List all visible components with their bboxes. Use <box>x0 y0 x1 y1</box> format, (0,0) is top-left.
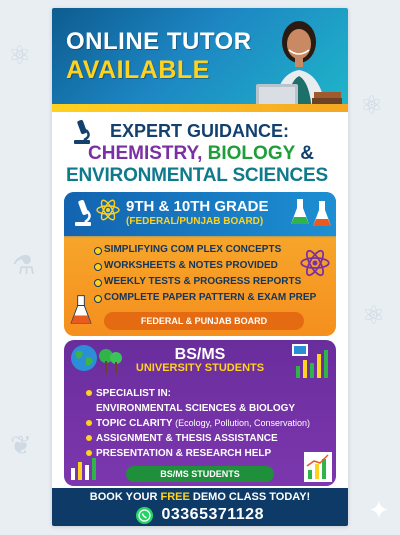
bs-ms-card <box>64 340 336 486</box>
bar-chart-icon <box>304 452 332 482</box>
subject-ampersand: & <box>300 143 314 164</box>
poster-header <box>52 8 348 112</box>
cta-free: FREE <box>160 491 190 503</box>
flask-icon <box>70 294 92 326</box>
background-leaf-icon: ❦ <box>10 430 32 460</box>
background-sparkle-icon: ✦ <box>368 495 390 525</box>
bs-ms-card-subtitle: UNIVERSITY STUDENTS <box>135 362 265 374</box>
grade-card-footer-badge: FEDERAL & PUNJAB BOARD <box>104 312 304 330</box>
list-item: SIMPLIFYING COM PLEX CONCEPTS <box>94 242 316 258</box>
list-item: PRESENTATION & RESEARCH HELP <box>86 446 310 461</box>
background-atom-icon: ⚛ <box>360 90 384 120</box>
bs-ms-features-list <box>86 386 310 461</box>
background-atom-icon: ⚛ <box>8 40 32 70</box>
microscope-icon <box>70 118 94 146</box>
whatsapp-icon[interactable] <box>136 507 153 524</box>
grade-card-title: 9TH & 10TH GRADE <box>126 198 269 215</box>
flask-icon <box>312 200 332 228</box>
list-item: ASSIGNMENT & THESIS ASSISTANCE <box>86 431 310 446</box>
bar-chart-icon <box>292 344 330 380</box>
bar-chart-icon <box>70 454 96 480</box>
expert-guidance-heading: EXPERT GUIDANCE: <box>110 121 290 141</box>
microscope-icon <box>72 198 94 228</box>
cta-before: BOOK YOUR <box>89 491 161 503</box>
tutor-illustration <box>256 12 342 112</box>
expert-subjects <box>88 143 314 165</box>
header-title-available: AVAILABLE <box>66 56 210 84</box>
phone-row[interactable] <box>52 506 348 524</box>
phone-number[interactable]: 03365371128 <box>161 506 264 523</box>
topic-clarity-label: TOPIC CLARITY <box>96 418 173 429</box>
background-atom-icon: ⚛ <box>362 300 386 330</box>
grade-card-subtitle: (FEDERAL/PUNJAB BOARD) <box>126 216 264 227</box>
list-item: ENVIRONMENTAL SCIENCES & BIOLOGY <box>96 403 296 414</box>
bs-ms-card-title: BS/MS <box>174 346 226 363</box>
subject-biology: BIOLOGY <box>207 143 295 164</box>
subject-environmental-sciences: ENVIRONMENTAL SCIENCES <box>66 165 328 186</box>
flask-icon <box>290 198 310 226</box>
subject-chemistry: CHEMISTRY, <box>88 143 203 164</box>
bs-ms-card-footer-badge: BS/MS STUDENTS <box>126 466 274 482</box>
list-item <box>86 416 310 431</box>
atom-icon <box>300 248 330 278</box>
grade-9-10-card <box>64 192 336 336</box>
list-item: WEEKLY TESTS & PROGRESS REPORTS <box>94 274 316 290</box>
list-item: WORKSHEETS & NOTES PROVIDED <box>94 258 316 274</box>
list-item: COMPLETE PAPER PATTERN & EXAM PREP <box>94 290 316 306</box>
cta-text <box>52 491 348 503</box>
tutor-poster <box>52 8 348 526</box>
background-flask-icon: ⚗ <box>12 250 36 280</box>
cta-after: DEMO CLASS TODAY! <box>189 491 311 503</box>
header-title-online-tutor: ONLINE TUTOR <box>66 28 252 55</box>
topic-clarity-detail: (Ecology, Pollution, Conservation) <box>175 418 310 428</box>
list-item: SPECIALIST IN: <box>86 386 310 401</box>
grade-features-list <box>94 242 316 306</box>
header-yellow-swoosh <box>52 104 348 112</box>
cta-bar <box>52 488 348 526</box>
atom-icon <box>96 198 120 222</box>
